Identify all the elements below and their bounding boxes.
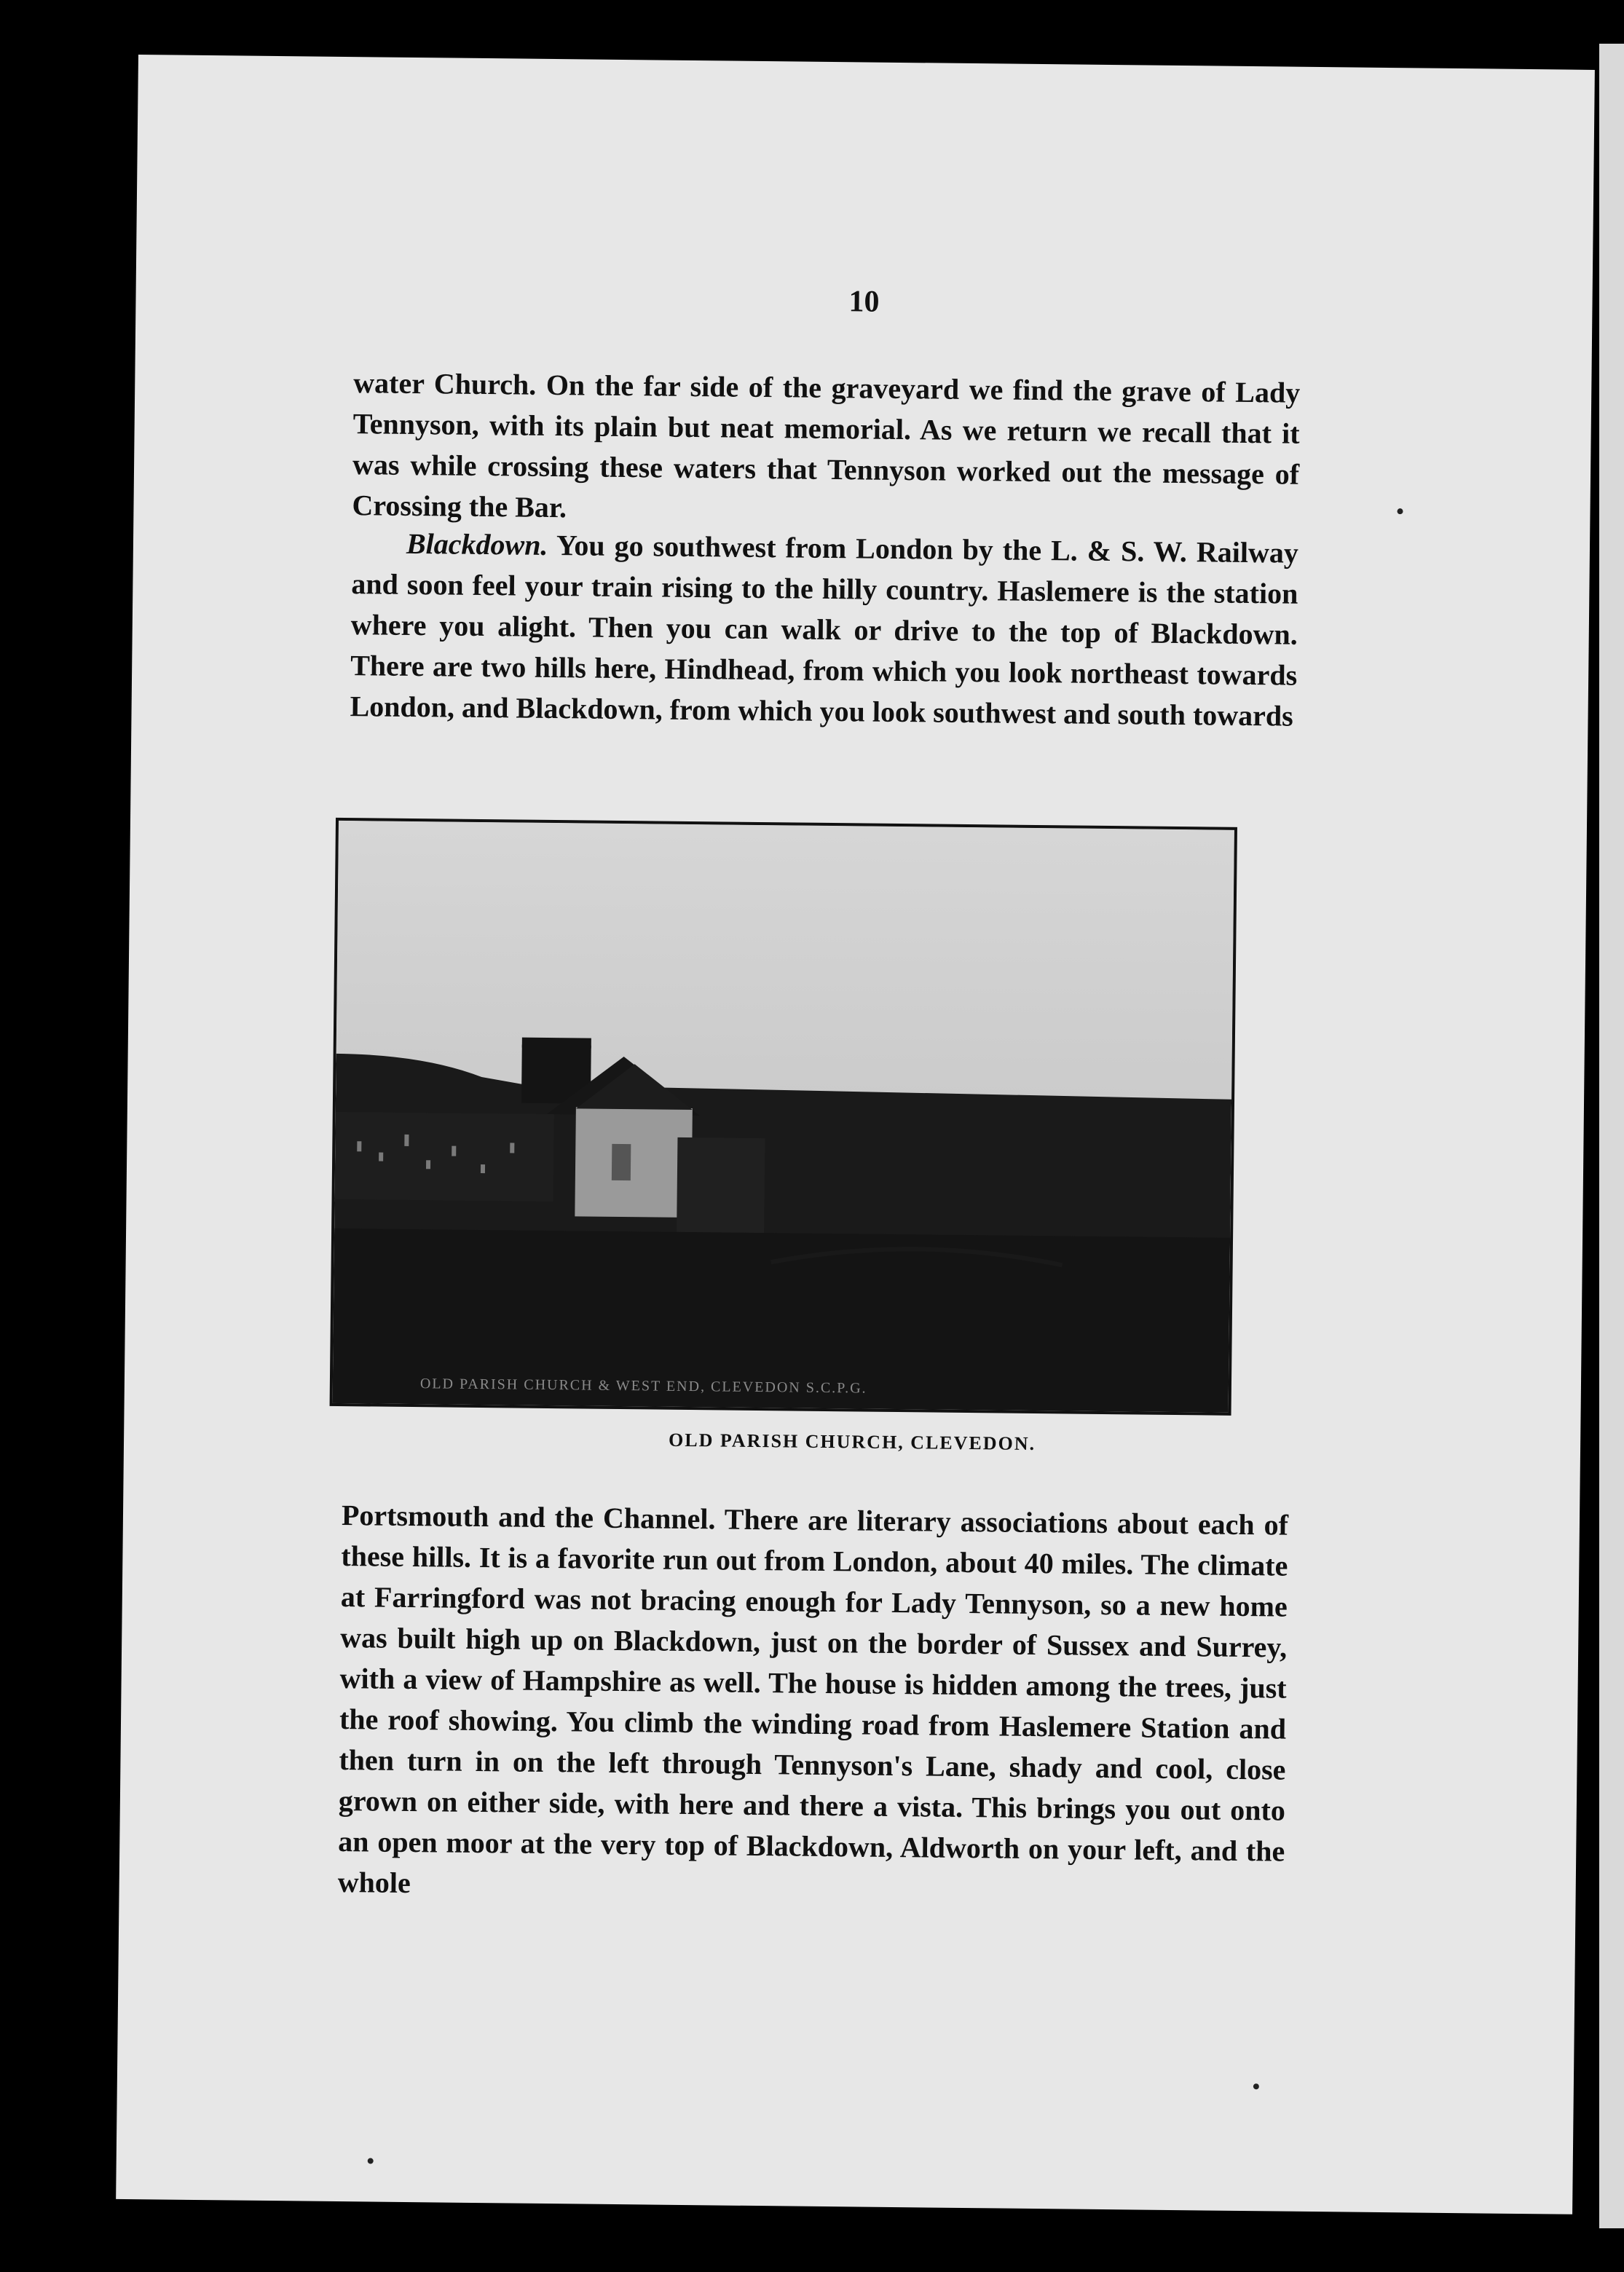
paper-speck [1397,508,1403,514]
section-heading-blackdown: Blackdown. [406,526,548,561]
paragraph-2-text: You go southwest from London by the L. & S. W. Railway and soon feel your train rising to the hilly country. Haslemere is the station where you alight. Then you can walk or drive to the top of Blackdown. There are two hills here, Hindhead, from which you look northeast towards London, and Blackdown, from which you look southwest and south towards [350,528,1299,733]
book-page [116,55,1595,2214]
paragraph-3: Portsmouth and the Channel. There are literary associations about each of these hills. It is a favorite run out from London, about 40 miles. The climate at Farringford was not bracing enough for Lady Tennyson, so a new home was built high up on Blackdown, just on the border of Sussex and Surrey, with a view of Hampshire as well. The house is hidden among the trees, just the roof showing. You climb the winding road from Haslemere Station and then turn in on the left through Tennyson's Lane, shady and cool, close grown on either side, with here and there a vista. This brings you out onto an open moor at the very top of Blackdown, Aldworth on your left, and the whole [337,1499,1289,1900]
church-photo-image [333,821,1234,1413]
church-photograph [330,818,1237,1416]
facing-page-edge [1599,44,1624,2228]
page-number: 10 [848,285,880,319]
paragraph-1: water Church. On the far side of the graveyard we find the grave of Lady Tennyson, with its plain but neat memorial. As we return we recall that it was while crossing these waters that Tennyson worked out the message of Crossing the Bar. [352,366,1301,524]
paper-speck [1253,2083,1259,2089]
paragraph-2 [350,523,1298,737]
photo-caption: OLD PARISH CHURCH, CLEVEDON. [668,1429,1036,1455]
photo-inscription: OLD PARISH CHURCH & WEST END, CLEVEDON S.C.P.G. [419,1376,867,1397]
paper-speck [368,2158,374,2163]
